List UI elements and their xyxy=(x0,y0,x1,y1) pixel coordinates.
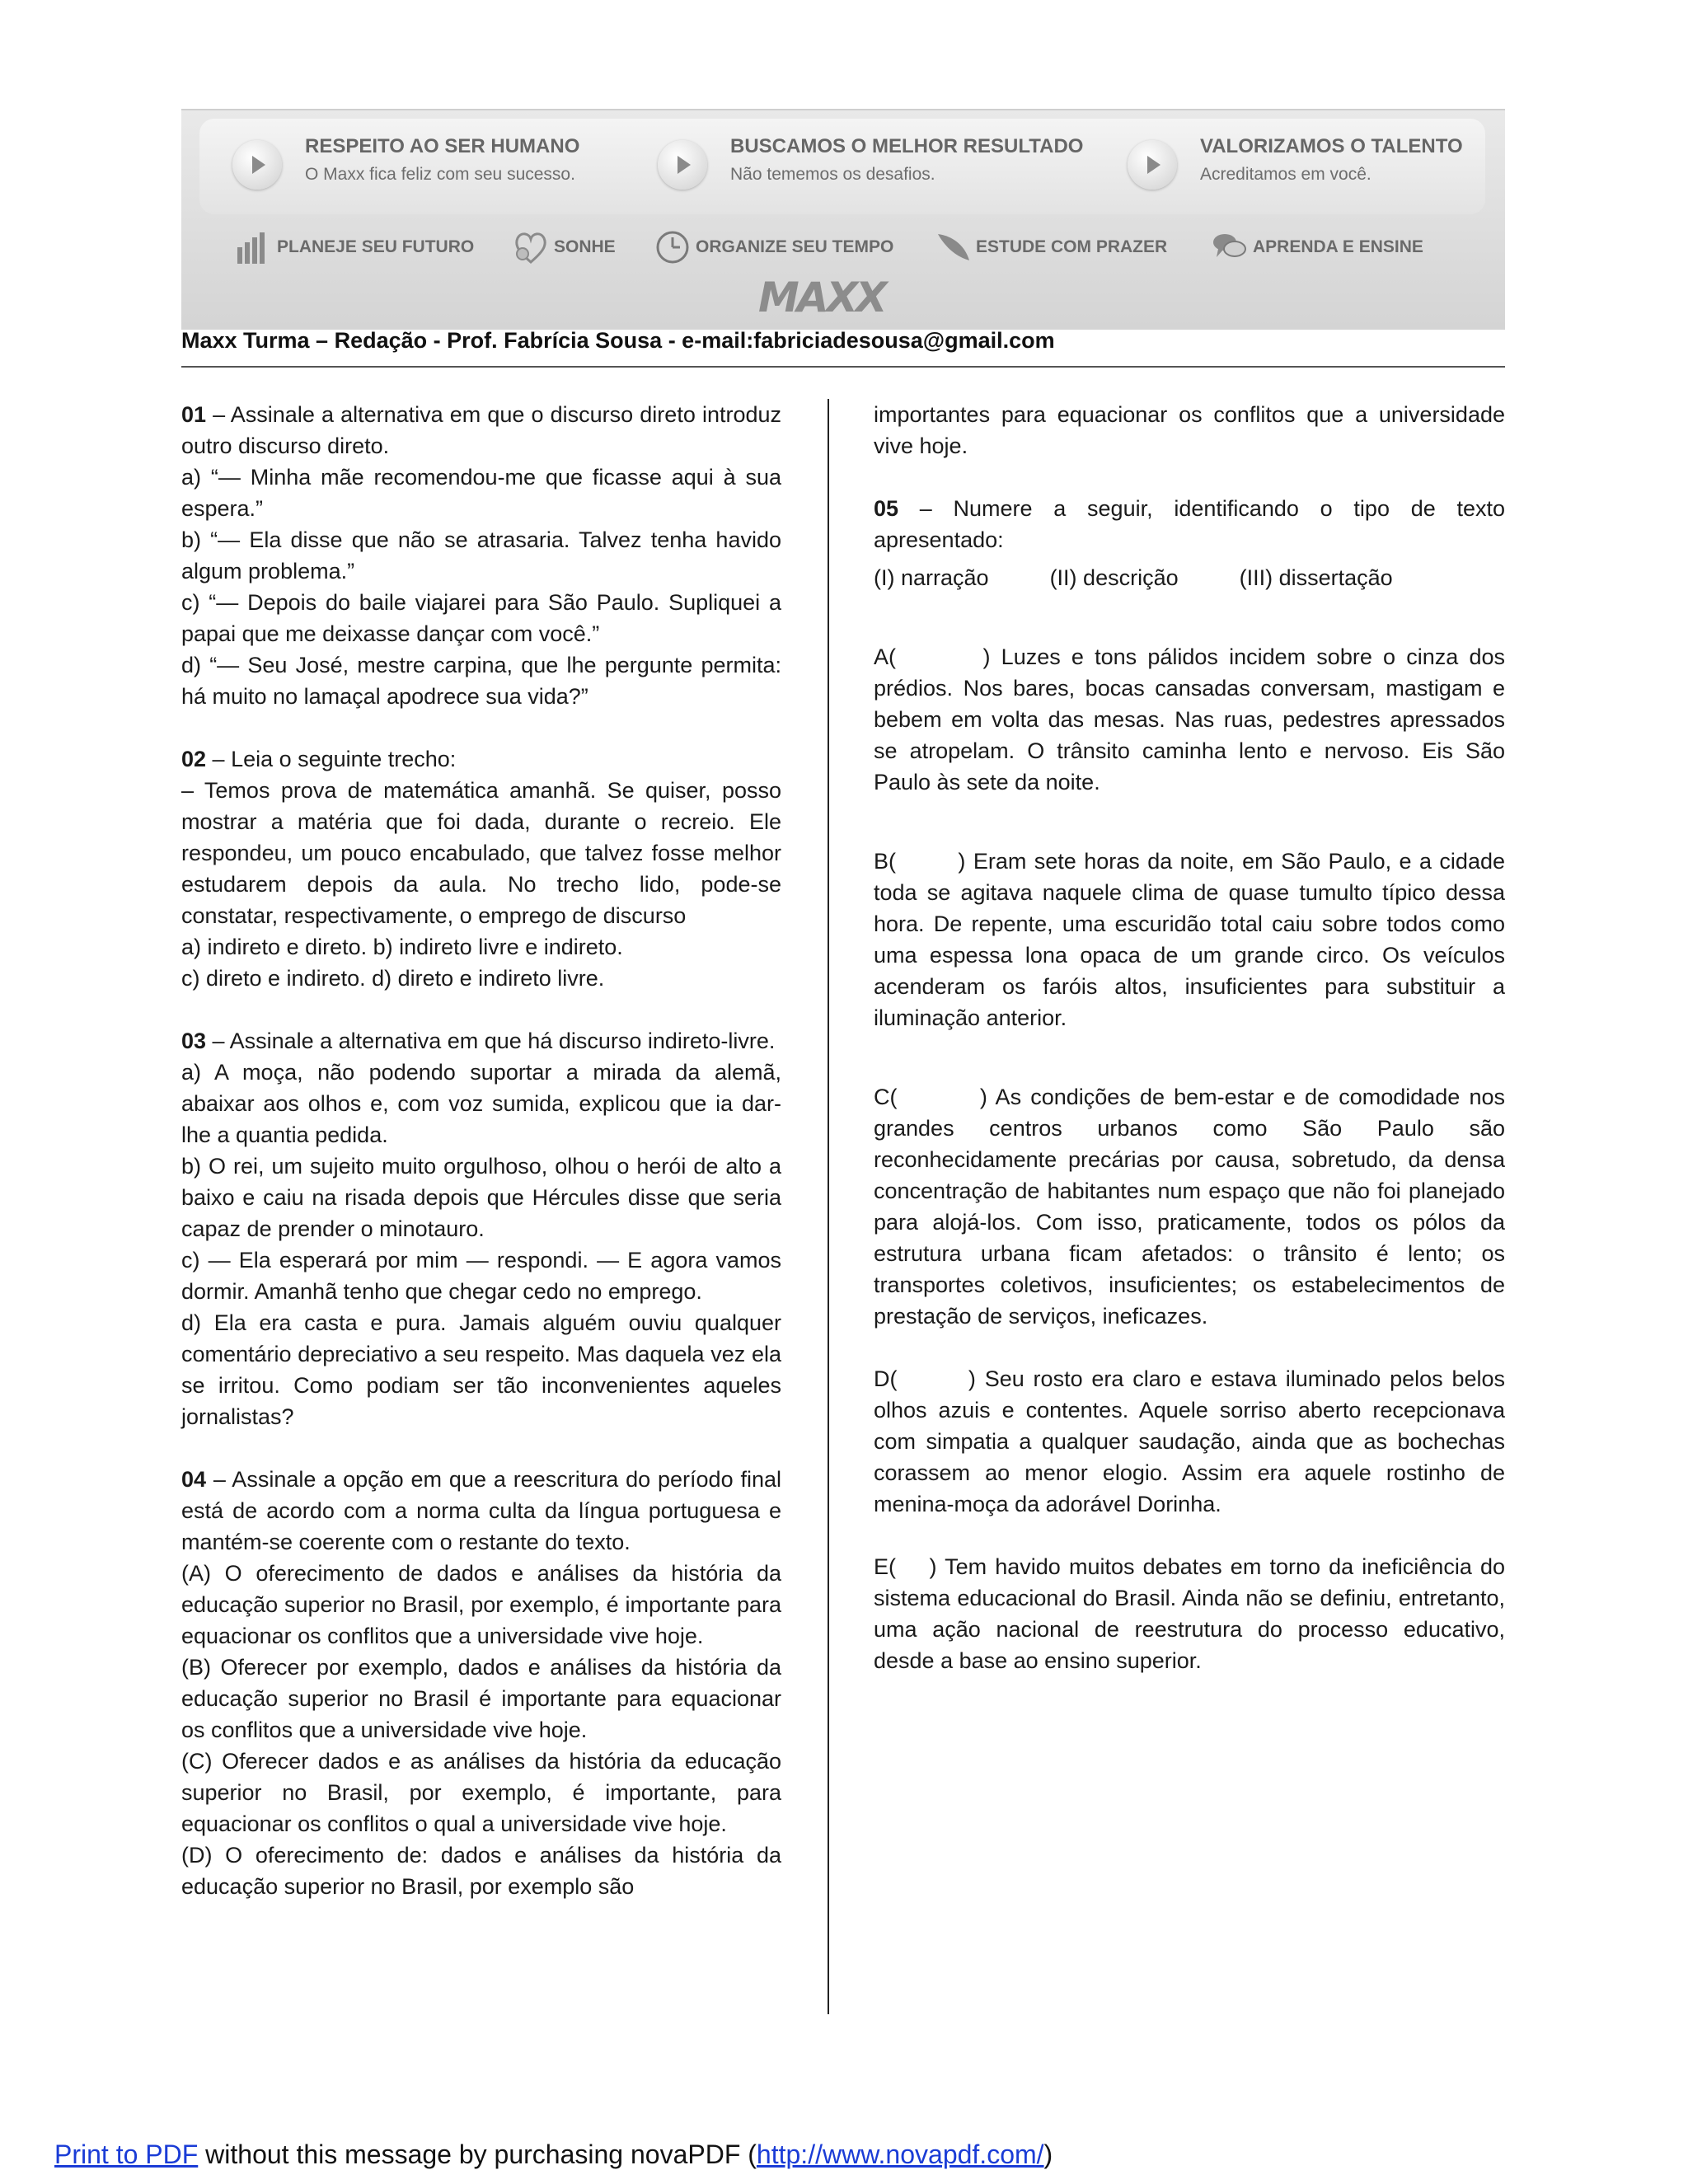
header-banner xyxy=(181,109,1505,330)
spacer xyxy=(181,994,781,1025)
question-number: 01 xyxy=(181,402,207,427)
q1-option-b: b) “— Ela disse que não se atrasaria. Talvez tenha havido algum problema.” xyxy=(181,527,781,583)
q3-option-c: c) — Ela esperará por mim — respondi. — E agora vamos dormir. Amanhã tenho que chegar cedo no emprego. xyxy=(181,1248,781,1304)
right-column xyxy=(874,399,1512,1676)
slogan-subtitle: Não tememos os desafios. xyxy=(730,165,935,184)
slogan-subtitle: O Maxx fica feliz com seu sucesso. xyxy=(305,165,575,184)
print-to-pdf-link[interactable]: Print to PDF xyxy=(54,2139,199,2169)
speech-bubbles-icon xyxy=(1212,229,1248,265)
q1-option-a: a) “— Minha mãe recomendou-me que ficasse aqui à sua espera.” xyxy=(181,465,781,521)
spacer xyxy=(874,1332,1505,1363)
q4-option-c: (C) Oferecer dados e as análises da história da educação superior no Brasil, por exemplo, é importante, para equacionar os conflitos o qual a universidade vive hoje. xyxy=(181,1749,781,1836)
slogan-respeito xyxy=(232,135,612,198)
pillar-label: PLANEJE SEU FUTURO xyxy=(277,237,475,256)
spacer xyxy=(874,462,1505,493)
question-number: 02 xyxy=(181,747,207,771)
q5-item-d: D( ) Seu rosto era claro e estava iluminado pelos belos olhos azuis e contentes. Aquele sorriso aberto recepcionava com simpatia a qualquer saudação, ainda que as bochechas corassem ao menor elogio. Assim era aquele rostinho de menina-moça da adorável Dorinha. xyxy=(874,1366,1512,1516)
clock-icon xyxy=(654,229,691,265)
course-header: Maxx Turma – Redação - Prof. Fabrícia Sousa - e-mail:fabriciadesousa@gmail.com xyxy=(181,328,1055,353)
q2-passage: – Temos prova de matemática amanhã. Se quiser, posso mostrar a matéria que foi dada, durante o recreio. Ele respondeu, um pouco encabulado, que talvez fosse melhor estudarem depois da aula. No trecho lido, pode-se constatar, respectivamente, o emprego de discurso xyxy=(181,778,781,928)
spacer xyxy=(874,593,1505,641)
question-text: – Numere a seguir, identificando o tipo de texto apresentado: xyxy=(874,496,1505,552)
slogan-title: BUSCAMOS O MELHOR RESULTADO xyxy=(730,135,1084,157)
slogan-buscamos xyxy=(658,135,1086,198)
header-rule xyxy=(181,366,1505,368)
text-types xyxy=(874,562,1505,593)
question-text: – Assinale a alternativa em que há discurso indireto-livre. xyxy=(206,1029,776,1053)
question-number: 04 xyxy=(181,1467,207,1492)
q5-item-a: A( ) Luzes e tons pálidos incidem sobre o cinza dos prédios. Nos bares, bocas cansadas conversam, mastigam e bebem em volta das mesas. Nas ruas, pedestres apressados se atropelam. O trânsito caminha lento e nervoso. Eis São Paulo às sete da noite. xyxy=(874,644,1512,794)
q3-option-d: d) Ela era casta e pura. Jamais alguém ouviu qualquer comentário depreciativo a seu respeito. Mas daquela vez ela se irritou. Como podiam ser tão inconvenientes aqueles jornalistas? xyxy=(181,1310,781,1429)
type-descricao: (II) descrição xyxy=(1049,565,1179,590)
question-4-stem xyxy=(181,1464,781,1558)
novapdf-link[interactable]: http://www.novapdf.com/ xyxy=(756,2139,1044,2169)
spacer xyxy=(874,1520,1505,1551)
q4-option-a: (A) O oferecimento de dados e análises da história da educação superior no Brasil, por exemplo, é importante para equacionar os conflitos que a universidade vive hoje. xyxy=(181,1561,781,1648)
footer-end: ) xyxy=(1043,2139,1053,2169)
spacer xyxy=(874,1033,1505,1081)
pdf-footer xyxy=(54,2139,1053,2170)
pillar-label: APRENDA E ENSINE xyxy=(1253,237,1423,256)
left-column xyxy=(181,399,781,1902)
bar-chart-icon xyxy=(236,229,272,265)
pillar-row xyxy=(181,227,1505,269)
q3-option-a: a) A moça, não podendo suportar a mirada da alemã, abaixar aos olhos e, com voz sumida, explicou que ia dar-lhe a quantia pedida. xyxy=(181,1060,781,1147)
play-icon xyxy=(1128,140,1177,190)
play-icon xyxy=(658,140,707,190)
q5-item-e: E( ) Tem havido muitos debates em torno da ineficiência do sistema educacional do Brasil. Ainda não se definiu, entretanto, uma ação nacional de reestrutura do processo educativo, desde a base ao ensino superior. xyxy=(874,1554,1512,1673)
type-dissertacao: (III) dissertação xyxy=(1239,565,1393,590)
slogan-title: VALORIZAMOS O TALENTO xyxy=(1200,135,1463,157)
footer-text: without this message by purchasing novaPDF ( xyxy=(198,2139,757,2169)
slogan-valorizamos xyxy=(1128,135,1474,198)
q4-option-b: (B) Oferecer por exemplo, dados e análises da história da educação superior no Brasil é importante para equacionar os conflitos que a universidade vive hoje. xyxy=(181,1655,781,1742)
type-narracao: (I) narração xyxy=(874,565,989,590)
q1-option-c: c) “— Depois do baile viajarei para São Paulo. Supliquei a papai que me deixasse dançar com você.” xyxy=(181,590,781,646)
heart-icon xyxy=(513,229,549,265)
q2-options-ab: a) indireto e direto. b) indireto livre e indireto. xyxy=(181,935,623,959)
question-1-stem xyxy=(181,399,781,462)
slogan-title: RESPEITO AO SER HUMANO xyxy=(305,135,580,157)
pillar-label: SONHE xyxy=(554,237,616,256)
slogan-subtitle: Acreditamos em você. xyxy=(1200,165,1372,184)
column-divider xyxy=(828,399,829,2014)
pillar-label: ORGANIZE SEU TEMPO xyxy=(696,237,894,256)
question-2-stem xyxy=(181,743,781,775)
slogan-strip xyxy=(199,119,1485,214)
spacer xyxy=(874,798,1505,846)
question-5-stem xyxy=(874,493,1505,555)
question-number: 05 xyxy=(874,496,899,521)
q3-option-b: b) O rei, um sujeito muito orgulhoso, olhou o herói de alto a baixo e caiu na risada depois que Hércules disse que seria capaz de prender o minotauro. xyxy=(181,1154,781,1241)
q1-option-d: d) “— Seu José, mestre carpina, que lhe pergunte permita: há muito no lamaçal apodrece sua vida?” xyxy=(181,653,781,709)
logo-text: MAXX xyxy=(758,274,885,321)
q5-item-c: C( ) As condições de bem-estar e de comodidade nos grandes centros urbanos como São Paulo são reconhecidamente precárias por causa, sobretudo, da densa concentração de habitantes num espaço que não foi planejado para alojá-los. Com isso, praticamente, todos os pólos da estrutura urbana ficam afetados: o trânsito é lento; os transportes coletivos, insuficientes; os estabelecimentos de prestação de serviços, ineficazes. xyxy=(874,1085,1512,1329)
question-text: – Assinale a alternativa em que o discurso direto introduz outro discurso direto. xyxy=(181,402,781,458)
question-number: 03 xyxy=(181,1029,207,1053)
q5-item-b: B( ) Eram sete horas da noite, em São Paulo, e a cidade toda se agitava naquele clima de quase tumulto típico dessa hora. De repente, uma escuridão total caiu sobre todos como uma espessa lona opaca de um grande circo. Os veículos acenderam os faróis altos, insuficientes para substituir a iluminação anterior. xyxy=(874,849,1512,1030)
feather-icon xyxy=(935,229,971,265)
question-3-stem xyxy=(181,1025,781,1057)
spacer xyxy=(181,1432,781,1464)
pillar-label: ESTUDE COM PRAZER xyxy=(976,237,1168,256)
q4-option-d-continued: importantes para equacionar os conflitos que a universidade vive hoje. xyxy=(874,402,1505,458)
spacer xyxy=(181,712,781,743)
question-text: – Leia o seguinte trecho: xyxy=(206,747,457,771)
maxx-logo xyxy=(758,272,890,321)
q4-option-d: (D) O oferecimento de: dados e análises da história da educação superior no Brasil, por exemplo são xyxy=(181,1843,781,1899)
play-icon xyxy=(232,140,282,190)
q2-options-cd: c) direto e indireto. d) direto e indireto livre. xyxy=(181,966,605,991)
question-text: – Assinale a opção em que a reescritura do período final está de acordo com a norma culta da língua portuguesa e mantém-se coerente com o restante do texto. xyxy=(181,1467,781,1554)
